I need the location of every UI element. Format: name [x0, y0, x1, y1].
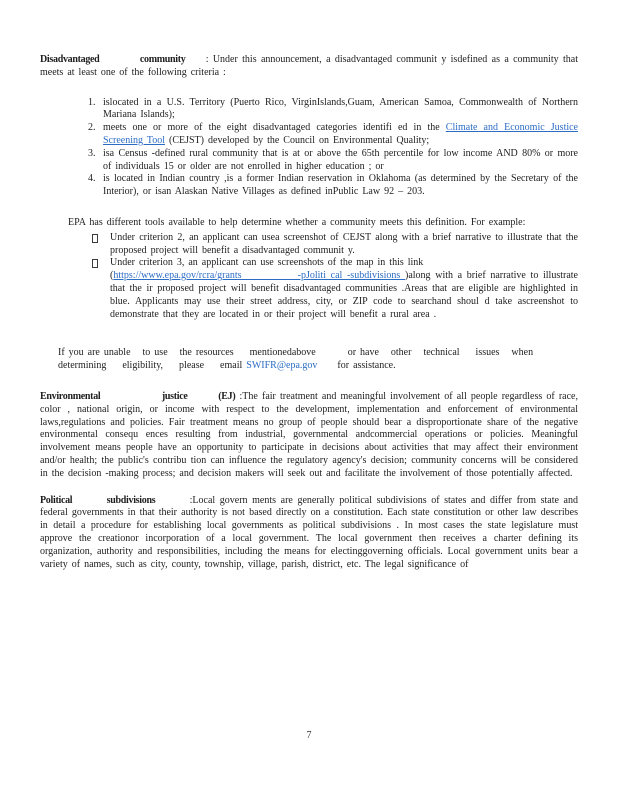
- bullet-item-criterion-2: [40, 232, 578, 258]
- paragraph-text: EPA has different tools available to help determine whether a community meets this definition. For example:: [68, 216, 526, 228]
- paragraph-assistance: [58, 347, 578, 373]
- criterion-text: is located in Indian country ,is a former Indian reservation in Oklahoma (as determined by the Secretary of the Interior), or isan Alaskan Native Villages as defined inPublic Law 92 – 203.: [103, 173, 578, 198]
- assistance-line2-pre: determining eligibility, please email: [58, 360, 247, 372]
- criterion-text: islocated in a U.S. Territory (Puerto Rico, VirginIslands,Guam, American Samoa, Commonwealth of Northern Mariana Islands);: [103, 96, 578, 121]
- criterion-text-pre: meets one or more of the eight disadvantaged categories identifi ed in the: [103, 122, 446, 134]
- paragraph-political-subdivisions: [40, 495, 578, 572]
- bullet-text: [110, 257, 578, 321]
- paragraph-disadvantaged-definition: [40, 54, 578, 80]
- item-number: 4.: [88, 173, 96, 185]
- example-bullet-list: [40, 232, 578, 322]
- term-environmental-justice: Environmental justice (EJ): [40, 390, 236, 402]
- criterion-item-2: [40, 122, 578, 148]
- missing-glyph-bullet-icon: [92, 257, 110, 321]
- bullet-item-criterion-3: [40, 257, 578, 321]
- criterion-item-4: [40, 173, 578, 199]
- criteria-list: [40, 97, 578, 199]
- criterion-text: [103, 122, 578, 148]
- criterion-item-1: [40, 97, 578, 123]
- term-political-subdivisions: Political subdivisions: [40, 494, 190, 506]
- cejst-link[interactable]: Climate and Economic Justice Screening Tool: [103, 122, 578, 146]
- criterion-text-post: (CEJST) developed by the Council on Environmental Quality;: [165, 134, 430, 146]
- paragraph-environmental-justice: [40, 391, 578, 481]
- map-link[interactable]: https://www.epa.gov/rcra/grants -pJoliti cal -subdivisions: [113, 270, 405, 282]
- page-number: 7: [306, 730, 312, 741]
- item-number: 3.: [88, 147, 96, 159]
- bullet-text-paren: (: [110, 270, 114, 282]
- criterion-item-3: [40, 148, 578, 174]
- paragraph-text: :The fair treatment and meaningful involvement of all people regardless of race, color , national origin, or income with respect to the development, implementation and enforcement of environmental laws,regulations and policies. Fair treatment means no group of people should bear a disproportionate share of the negative environmental consequ ences resulting from industrial, governmental andcommercial operations or policies. Meaningful involvement means people have an opportunity to participate in decisions about activities that may affect their environment and/or health; the public's contribu tion can influence the regulatory agency's decision; community concerns will be considered in the decision -making process; and decision makers will seek out and facilitate the involvement of those potentially affected.: [40, 390, 578, 479]
- bullet-text-line1: Under criterion 3, an applicant can use screenshots of the map in this link: [110, 257, 424, 269]
- page-content: [40, 54, 578, 571]
- assistance-line1: If you are unable to use the resources mentionedabove or have other technical issues when: [58, 347, 534, 359]
- criterion-text: isa Census -defined rural community that is at or above the 65th percentile for low income AND 80% or more of individuals 15 or older are not enrolled in higher education ; or: [103, 147, 578, 172]
- bullet-text-post: )along with a brief narrative to illustrate that the ir proposed project will benefit disadvantaged communities .Areas that are eligible are highlighted in blue. Applicants may use their street address, city, or ZIP code to searchand shoul d take ascreenshot to demonstrate that they are located in or their project will benefit a rural area .: [110, 270, 578, 320]
- missing-glyph-bullet-icon: [92, 232, 110, 258]
- term-disadvantaged-community: Disadvantaged community: [40, 54, 206, 65]
- item-number: 1.: [88, 96, 96, 108]
- email-link[interactable]: SWIFR@epa.gov: [246, 360, 318, 372]
- paragraph-text: : Under this announcement, a disadvantaged communit y isdefined as a community that meets at least one of the following criteria :: [40, 54, 578, 78]
- paragraph-text: :Local govern ments are generally political subdivisions of states and differ from state and federal governments in that their authority is not based directly on a constitution. Each state constitution or other law describes in detail a procedure for establishing local governments as political subdivisions . In most cases the state legislature must approve the creationor incorporation of a local government. The local government then receives a charter defining its organization, authority and responsibilities, including the means for electinggoverning officials. Local government units bear a variety of names, such as city, county, township, village, parish, district, etc. The legal significance of: [40, 494, 578, 570]
- assistance-line2-post: for assistance.: [317, 360, 396, 372]
- paragraph-epa-tools: [68, 217, 578, 230]
- item-number: 2.: [88, 122, 96, 134]
- bullet-text: Under criterion 2, an applicant can usea screenshot of CEJST along with a brief narrative to illustrate that the proposed project will benefit a disadvantaged communit y.: [110, 231, 578, 256]
